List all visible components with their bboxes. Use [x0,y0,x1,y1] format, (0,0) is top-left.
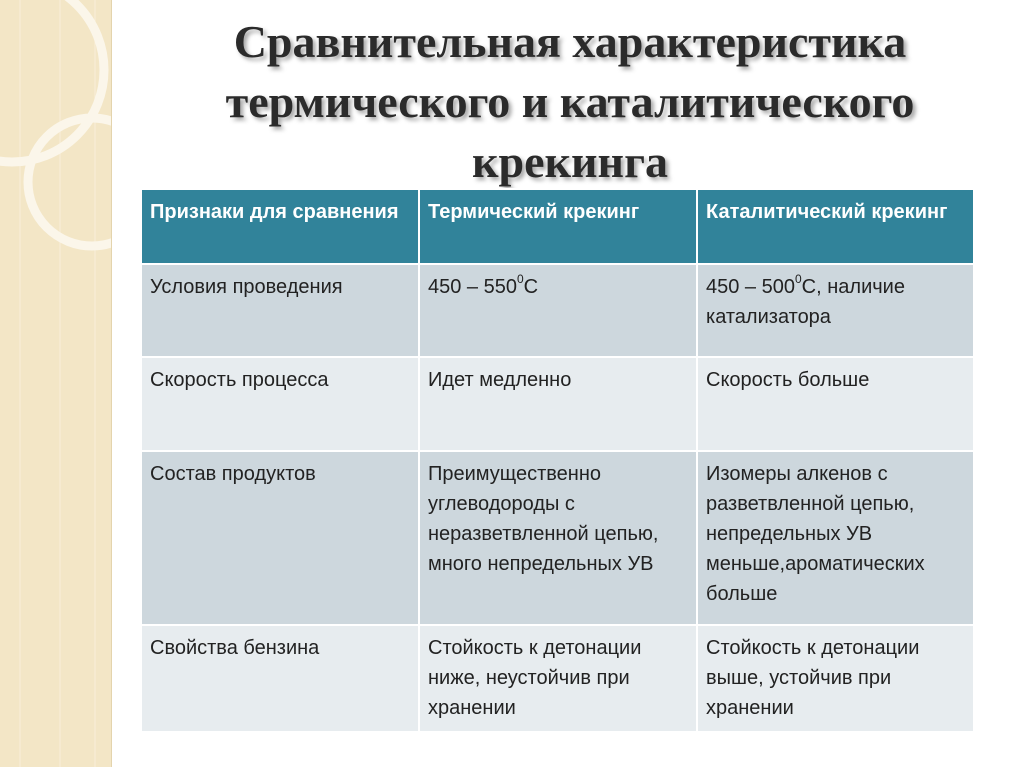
feature-cell: Свойства бензина [141,625,419,732]
table-row [141,264,974,357]
thermal-cell: Идет медленно [419,357,697,451]
decorative-rings [0,0,112,767]
feature-cell: Условия проведения [141,264,419,357]
table-row [141,625,974,732]
catalytic-cell: Стойкость к детонации выше, устойчив при хранении [697,625,974,732]
thermal-cell: Стойкость к детонации ниже, неустойчив при хранении [419,625,697,732]
catalytic-cell: Изомеры алкенов с разветвленной цепью, непредельных УВ меньше,ароматических больше [697,451,974,625]
feature-cell: Состав продуктов [141,451,419,625]
degree-superscript: 0 [794,272,802,287]
feature-cell: Скорость процесса [141,357,419,451]
catalytic-temp-unit: C, наличие катализатора [706,276,905,328]
thermal-cell: Преимущественно углеводороды с неразветвленной цепью, много непредельных УВ [419,451,697,625]
header-features: Признаки для сравнения [141,189,419,264]
catalytic-temp-text: 450 – 500 [706,276,795,298]
catalytic-cell [697,264,974,357]
thermal-temp-unit: C [523,276,539,298]
slide-title: Сравнительная характеристика термического и каталитического крекинга [225,16,915,187]
header-catalytic-cracking: Каталитический крекинг [697,189,974,264]
thermal-cell [419,264,697,357]
header-thermal-cracking: Термический крекинг [419,189,697,264]
comparison-table [140,188,975,733]
table-row [141,451,974,625]
degree-superscript: 0 [516,272,524,287]
table-row [141,357,974,451]
table-header-row [141,189,974,264]
decorative-side-panel [0,0,112,767]
catalytic-cell: Скорость больше [697,357,974,451]
thermal-temp-text: 450 – 550 [428,276,517,298]
